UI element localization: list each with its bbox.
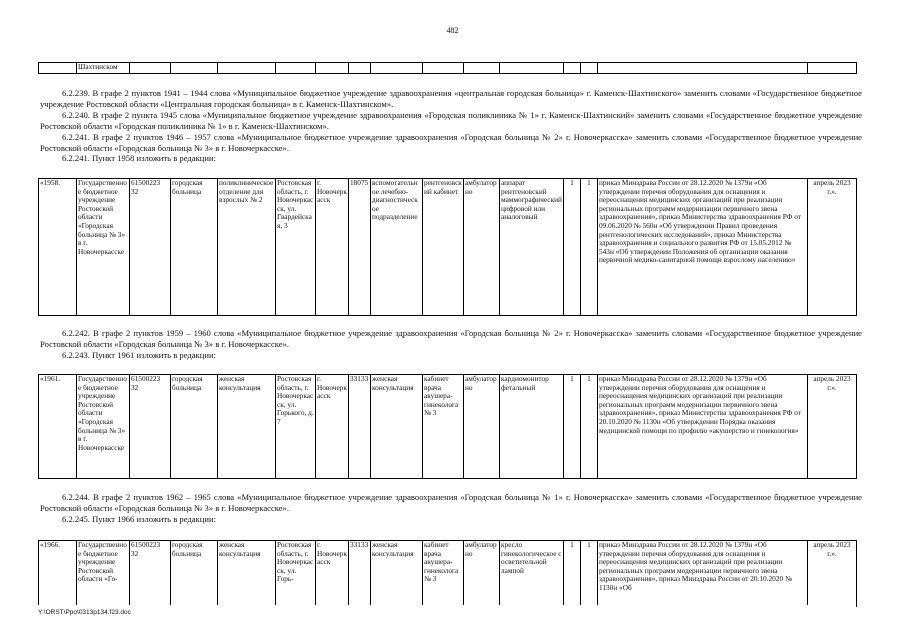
cell-unit: вспомогательное лечебно-диагностическое подразделение [371,179,423,316]
cell-id: 33133 [349,375,371,479]
table-cell: Шахтинском [77,63,130,74]
cell-code: 61500223 32 [130,179,171,316]
table-row [39,541,857,607]
cell-room: рентгеновский кабинет [423,179,464,316]
cell-qty-2: 1 [581,375,598,479]
cell-qty-2: 1 [581,179,598,316]
cell-organization: Государственное бюджетное учреждение Ростовской области «Городская больница № 3» в г. Новочеркасске [77,179,130,316]
table-row [39,179,857,316]
cell-organization: Государственное бюджетное учреждение Ростовской области «Городская больница № 3» в г. Новочеркасске [77,375,130,479]
cell-department: женская консультация [218,541,276,607]
cell-qty-1: 1 [564,541,581,607]
paragraph-6-2-241: 6.2.241. В графе 2 пунктов 1946 – 1957 слова «Муниципальное бюджетное учреждение здравоохранения «Городская больница № 2» г. Новочеркасска» заменить словами «Государственное бюджетное учреждение Ростовской области «Городская больница № 3» в г. Новочеркасске». [40,132,862,153]
table-item-1958 [38,178,857,316]
paragraph-6-2-245: 6.2.245. Пункт 1966 изложить в редакции: [62,514,216,524]
cell-date: апрель 2023 г.». [808,541,857,607]
cell-code: 61500223 32 [130,375,171,479]
paragraph-6-2-242: 6.2.242. В графе 2 пунктов 1959 – 1960 слова «Муниципальное бюджетное учреждение здравоохранения «Городская больница № 2» г. Новочеркасска» заменить словами «Государственное бюджетное учреждение Ростовской области «Городская больница № 3» в г. Новочеркасске». [40,328,862,349]
paragraph-6-2-240: 6.2.240. В графе 2 пункта 1945 слова «Муниципальное бюджетное учреждение здравоохранения «Городская поликлиника № 1» г. Каменск-Шахтинский» заменить словами «Государственное бюджетное учреждение Ростовской области «Городская поликлиника № 1» в г. Каменск-Шахтинском». [40,110,862,131]
cell-number: «1966. [39,541,77,607]
cell-type: городская больница [171,179,218,316]
cell-id: 33133 [349,541,371,607]
cell-organization: Государственное бюджетное учреждение Ростовской области «Го- [77,541,130,607]
cell-type: городская больница [171,541,218,607]
cell-qty-1: 1 [564,179,581,316]
cell-address: Ростовская область, г. Новочеркасск, ул. Горь- [276,541,316,607]
cell-qty-1: 1 [564,375,581,479]
cell-number: «1961. [39,375,77,479]
cell-room: кабинет врача акушера-гинеколога № 3 [423,541,464,607]
cell-type: городская больница [171,375,218,479]
cell-department: женская консультация [218,375,276,479]
cell-code: 61500223 32 [130,541,171,607]
cell-room: кабинет врача акушера-гинеколога № 3 [423,375,464,479]
cell-equipment: кресло гинекологическое с осветительной лампой [500,541,564,607]
paragraph-6-2-243: 6.2.243. Пункт 1961 изложить в редакции: [62,350,216,360]
paragraph-6-2-239: 6.2.239. В графе 2 пунктов 1941 – 1944 слова «Муниципальное бюджетное учреждение здравоохранения «центральная городская больница» г. Каменск-Шахтинского» заменить словами «Государственное бюджетное учреждение Ростовской области «Центральная городская больница» в г. Каменск-Шахтинском». [40,88,862,109]
page-cut-mask [38,605,856,640]
table-item-1961 [38,374,857,479]
table-fragment-top [38,62,857,74]
cell-basis: приказ Минздрава России от 28.12.2020 № 1379н «Об утверждении перечня оборудования для оснащения и переоснащения медицинских организаций при реализации региональных программ модернизации первичного звена здравоохранения», приказ Минздрава России от 20.10.2020 № 1130н «Об [598,541,808,607]
cell-basis: приказ Минздрава России от 28.12.2020 № 1379н «Об утверждении перечня оборудования для оснащения и переоснащения медицинских организаций при реализации региональных программ модернизации первичного звена здравоохранения», приказ Министерства здравоохранения РФ от 20.10.2020 № 1130н «Об утверждении Порядка оказания медицинской помощи по профилю «акушерство и гинекология» [598,375,808,479]
cell-equipment: кардиомонитор фетальный [500,375,564,479]
cell-mode: амбулаторно [464,179,500,316]
cell-mode: амбулаторно [464,375,500,479]
table-row [39,375,857,479]
cell-number: «1958. [39,179,77,316]
cell-basis: приказ Минздрава России от 28.12.2020 № 1379н «Об утверждении перечня оборудования для оснащения и переоснащения медицинских организаций при реализации региональных программ модернизации первичного звена здравоохранения», приказ Министерства здравоохранения РФ от 09.06.2020 № 560н «Об утверждении Правил проведения рентгенологических исследований», приказ Министерства здравоохранения и социального развития РФ от 15.05.2012 № 543н «Об утверждении Положения об организации оказания первичной медико-санитарной помощи взрослому населению» [598,179,808,316]
cell-department: поликлиническое отделение для взрослых № 2 [218,179,276,316]
cell-unit: женская консультация [371,375,423,479]
footer-file-path: Y:\ORST\Ppo\0313p134.f23.doc [38,609,131,616]
cell-address: Ростовская область, г. Новочеркасск, ул. Гвардейская, 3 [276,179,316,316]
table-item-1966 [38,540,857,607]
cell-address: Ростовская область, г. Новочеркасск, ул. Горького, д. 7 [276,375,316,479]
cell-id: 18075 [349,179,371,316]
cell-city: г. Новочеркасск [316,541,349,607]
cell-date: апрель 2023 г.». [808,375,857,479]
paragraph-6-2-244: 6.2.244. В графе 2 пунктов 1962 – 1965 слова «Муниципальное бюджетное учреждение здравоохранения «Городская больница № 1» г. Новочеркасска» заменить словами «Государственное бюджетное учреждение Ростовской области «Городская больница № 3» в г. Новочеркасске». [40,492,862,513]
cell-mode: амбулаторно [464,541,500,607]
cell-qty-2: 1 [581,541,598,607]
cell-unit: женская консультация [371,541,423,607]
cell-city: г. Новочеркасск [316,179,349,316]
cell-city: г. Новочеркасск [316,375,349,479]
page-number: 482 [446,26,459,35]
cell-date: апрель 2023 г.». [808,179,857,316]
paragraph-6-2-241b: 6.2.241. Пункт 1958 изложить в редакции: [62,153,216,163]
cell-equipment: аппарат рентгеновский маммографический цифровой или аналоговый [500,179,564,316]
